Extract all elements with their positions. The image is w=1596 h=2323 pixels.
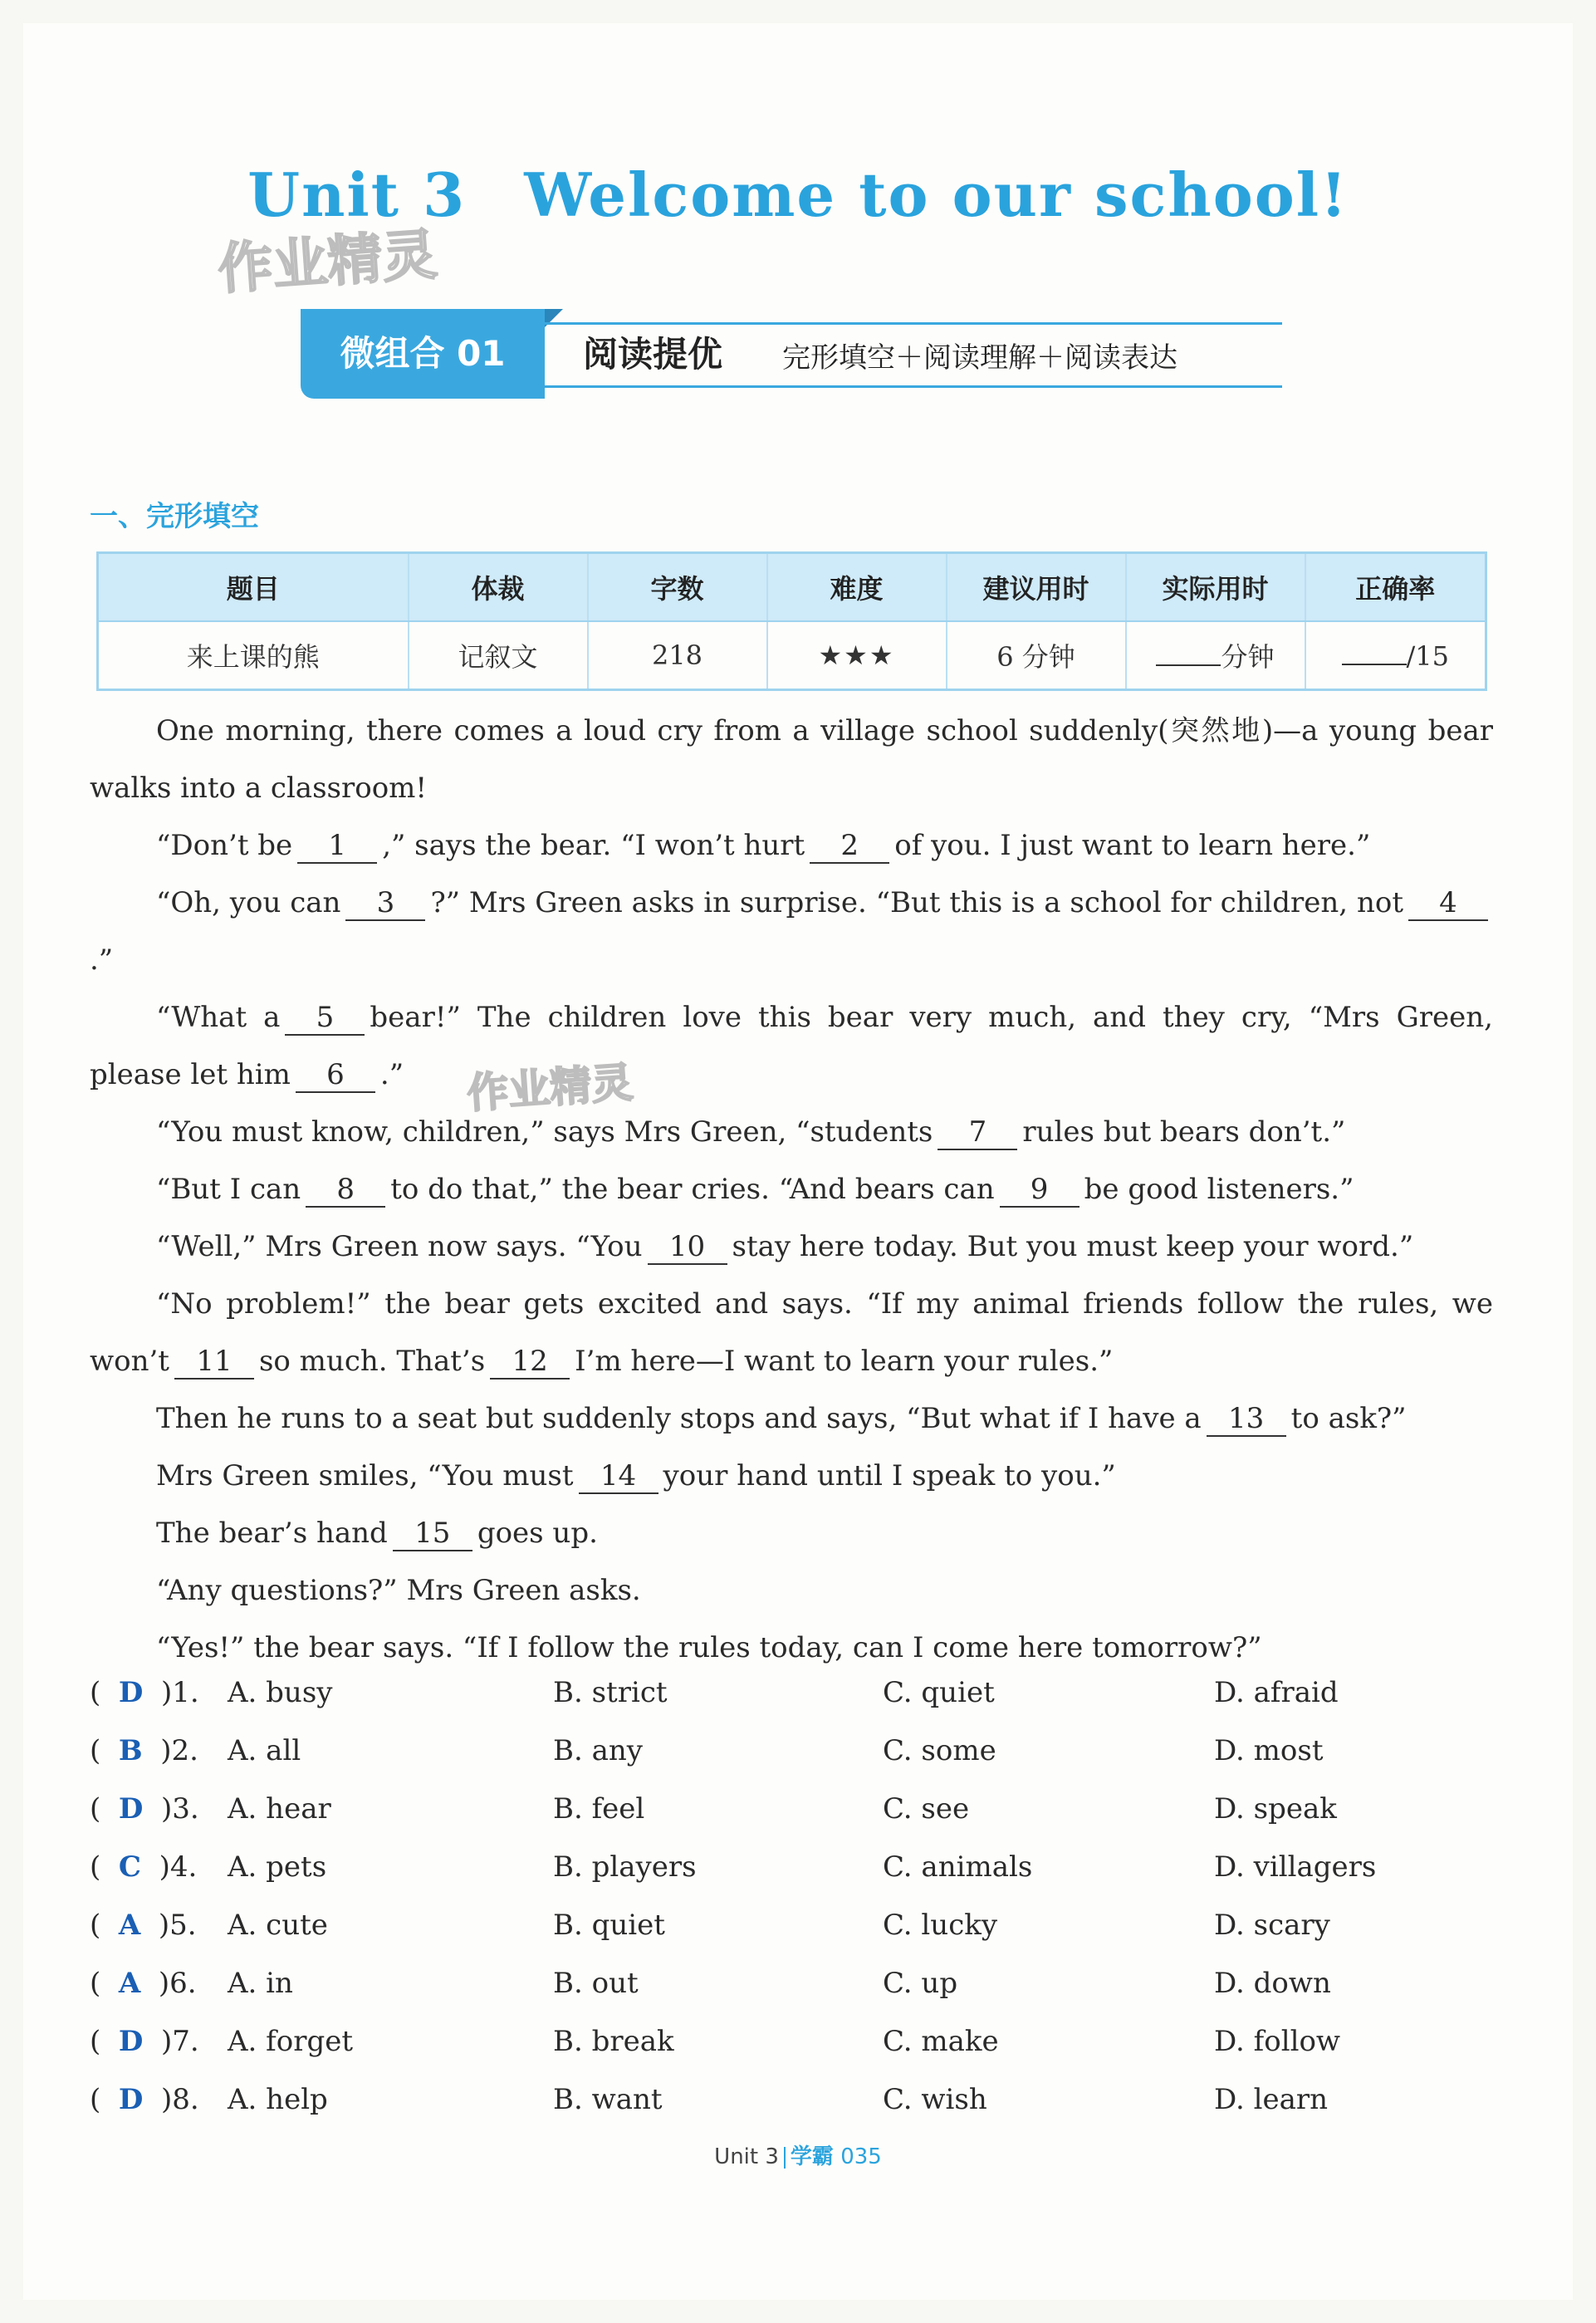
answer-bracket: ( D )3. bbox=[90, 1792, 199, 1826]
option-c: C. animals bbox=[883, 1850, 1033, 1884]
option-b: B. want bbox=[553, 2083, 663, 2116]
cell-wordcount: 218 bbox=[588, 621, 767, 690]
option-d: D. learn bbox=[1214, 2083, 1329, 2116]
option-c: C. lucky bbox=[883, 1909, 998, 1942]
option-a: A. pets bbox=[228, 1850, 327, 1884]
blank-9: 9 bbox=[1000, 1173, 1080, 1208]
cell-genre: 记叙文 bbox=[409, 621, 588, 690]
answer-letter: A bbox=[118, 1909, 141, 1942]
header-actual-time: 实际用时 bbox=[1126, 553, 1305, 622]
option-b: B. break bbox=[553, 2025, 674, 2058]
option-d: D. down bbox=[1214, 1967, 1331, 2000]
header-topic: 题目 bbox=[98, 553, 409, 622]
option-d: D. speak bbox=[1214, 1792, 1337, 1826]
option-b: B. strict bbox=[553, 1676, 668, 1709]
answer-letter: C bbox=[118, 1850, 141, 1884]
option-d: D. afraid bbox=[1214, 1676, 1339, 1709]
question-options bbox=[90, 1664, 1493, 2129]
footer-brand: 学霸 bbox=[790, 2144, 834, 2169]
cell-suggested-time: 6 分钟 bbox=[947, 621, 1126, 690]
question-row-3 bbox=[90, 1781, 1493, 1839]
blank-14: 14 bbox=[579, 1459, 658, 1494]
question-row-2 bbox=[90, 1723, 1493, 1781]
question-row-1 bbox=[90, 1664, 1493, 1723]
blank-11: 11 bbox=[174, 1345, 254, 1380]
answer-bracket: ( A )5. bbox=[90, 1909, 197, 1942]
footer-unit: Unit 3 bbox=[714, 2144, 779, 2169]
option-b: B. feel bbox=[553, 1792, 645, 1826]
blank-15: 15 bbox=[393, 1517, 472, 1551]
passage-paragraph: “Any questions?” Mrs Green asks. bbox=[156, 1574, 641, 1607]
blank-12: 12 bbox=[490, 1345, 570, 1380]
passage-paragraph: Then he runs to a seat but suddenly stops and says, “But what if I have a 13 to ask?” bbox=[156, 1402, 1407, 1435]
passage-paragraph: The bear’s hand 15 goes up. bbox=[156, 1517, 598, 1550]
cloze-passage bbox=[90, 703, 1493, 1677]
option-a: A. hear bbox=[228, 1792, 331, 1826]
option-a: A. all bbox=[228, 1734, 301, 1767]
cell-topic: 来上课的熊 bbox=[186, 641, 320, 673]
option-c: C. quiet bbox=[883, 1676, 995, 1709]
header-suggested-time: 建议用时 bbox=[947, 553, 1126, 622]
answer-letter: B bbox=[118, 1734, 143, 1767]
info-table-row bbox=[98, 621, 1486, 690]
watermark-top: 作业精灵 bbox=[216, 222, 439, 302]
option-c: C. make bbox=[883, 2025, 999, 2058]
page-number: 035 bbox=[840, 2144, 882, 2169]
passage-paragraph: “What a 5 bear!” The children love this bear very much, and they cry, “Mrs Green, please let him 6 .” bbox=[90, 1001, 1493, 1091]
option-c: C. some bbox=[883, 1734, 996, 1767]
option-a: A. forget bbox=[228, 2025, 354, 2058]
blank-13: 13 bbox=[1207, 1402, 1286, 1437]
question-row-5 bbox=[90, 1897, 1493, 1955]
blank-5: 5 bbox=[285, 1001, 365, 1036]
blank-3: 3 bbox=[345, 886, 425, 921]
answer-bracket: ( D )7. bbox=[90, 2025, 199, 2058]
accuracy-blank bbox=[1342, 639, 1407, 665]
passage-paragraph: “Oh, you can 3 ?” Mrs Green asks in surprise. “But this is a school for children, not 4.” bbox=[90, 875, 1493, 989]
watermark-middle: 作业精灵 bbox=[465, 1058, 635, 1118]
question-row-4 bbox=[90, 1839, 1493, 1897]
passage-paragraph: “No problem!” the bear gets excited and says. “If my animal friends follow the rules, we won’t 11 so much. That’s 12 I’m here—I want to learn your rules.” bbox=[90, 1287, 1493, 1378]
section-banner bbox=[301, 309, 1282, 400]
option-a: A. busy bbox=[228, 1676, 333, 1709]
answer-bracket: ( B )2. bbox=[90, 1734, 198, 1767]
option-b: B. quiet bbox=[553, 1909, 665, 1942]
unit-number: Unit 3 bbox=[247, 159, 467, 230]
unit-heading: Welcome to our school! bbox=[524, 159, 1349, 230]
passage-paragraph: “You must know, children,” says Mrs Green, “students 7 rules but bears don’t.” bbox=[156, 1115, 1346, 1149]
option-b: B. players bbox=[553, 1850, 697, 1884]
cell-difficulty-stars: ★★★ bbox=[767, 621, 947, 690]
passage-paragraph: “But I can 8 to do that,” the bear cries. “And bears can 9 be good listeners.” bbox=[156, 1173, 1354, 1206]
cell-actual-time: 分钟 bbox=[1126, 621, 1305, 690]
answer-bracket: ( C )4. bbox=[90, 1850, 198, 1884]
option-a: A. in bbox=[228, 1967, 293, 2000]
section-title: 一、完形填空 bbox=[90, 500, 259, 533]
passage-paragraph: “Don’t be 1 ,” says the bear. “I won’t hurt 2 of you. I just want to learn here.” bbox=[156, 829, 1371, 862]
blank-7: 7 bbox=[938, 1115, 1017, 1150]
option-d: D. most bbox=[1214, 1734, 1324, 1767]
banner-main-title: 阅读提优 bbox=[583, 334, 723, 375]
passage-paragraph: “Yes!” the bear says. “If I follow the rules today, can I come here tomorrow?” bbox=[156, 1631, 1262, 1664]
actual-time-blank bbox=[1156, 640, 1221, 666]
option-c: C. see bbox=[883, 1792, 970, 1826]
answer-letter: D bbox=[118, 2025, 144, 2058]
option-d: D. scary bbox=[1214, 1909, 1330, 1942]
answer-letter: D bbox=[118, 2083, 144, 2116]
header-genre: 体裁 bbox=[409, 553, 588, 622]
banner-rule-bottom bbox=[545, 385, 1282, 388]
option-d: D. follow bbox=[1214, 2025, 1341, 2058]
answer-letter: D bbox=[118, 1676, 144, 1709]
answer-letter: D bbox=[118, 1792, 144, 1826]
info-table bbox=[96, 551, 1487, 691]
header-accuracy: 正确率 bbox=[1305, 553, 1486, 622]
option-b: B. out bbox=[553, 1967, 639, 2000]
option-c: C. up bbox=[883, 1967, 958, 2000]
option-b: B. any bbox=[553, 1734, 643, 1767]
option-c: C. wish bbox=[883, 2083, 987, 2116]
passage-paragraph: “Well,” Mrs Green now says. “You 10 stay here today. But you must keep your word.” bbox=[156, 1230, 1414, 1263]
page-footer bbox=[0, 2139, 1596, 2170]
option-a: A. help bbox=[228, 2083, 328, 2116]
unit-title bbox=[0, 159, 1596, 230]
footer-divider bbox=[784, 2147, 786, 2169]
blank-10: 10 bbox=[648, 1230, 727, 1265]
passage-paragraph: Mrs Green smiles, “You must 14 your hand until I speak to you.” bbox=[156, 1459, 1116, 1492]
answer-letter: A bbox=[118, 1967, 141, 2000]
question-row-8 bbox=[90, 2071, 1493, 2129]
cell-accuracy: /15 bbox=[1305, 621, 1486, 690]
header-difficulty: 难度 bbox=[767, 553, 947, 622]
blank-2: 2 bbox=[810, 829, 889, 864]
passage-paragraph: One morning, there comes a loud cry from a village school suddenly(突然地)—a young bear walks into a classroom! bbox=[90, 714, 1493, 805]
answer-bracket: ( D )8. bbox=[90, 2083, 199, 2116]
blank-1: 1 bbox=[297, 829, 377, 864]
blank-6: 6 bbox=[296, 1058, 375, 1093]
question-row-7 bbox=[90, 2013, 1493, 2071]
question-row-6 bbox=[90, 1955, 1493, 2013]
banner-rule-top bbox=[545, 322, 1282, 325]
blank-8: 8 bbox=[306, 1173, 385, 1208]
answer-bracket: ( A )6. bbox=[90, 1967, 197, 2000]
banner-tag: 微组合 01 bbox=[301, 309, 545, 399]
option-d: D. villagers bbox=[1214, 1850, 1377, 1884]
blank-4: 4 bbox=[1408, 886, 1488, 921]
banner-subtitle: 完形填空＋阅读理解＋阅读表达 bbox=[782, 341, 1177, 375]
info-table-header bbox=[98, 553, 1486, 622]
option-a: A. cute bbox=[228, 1909, 328, 1942]
answer-bracket: ( D )1. bbox=[90, 1676, 199, 1709]
header-wordcount: 字数 bbox=[588, 553, 767, 622]
